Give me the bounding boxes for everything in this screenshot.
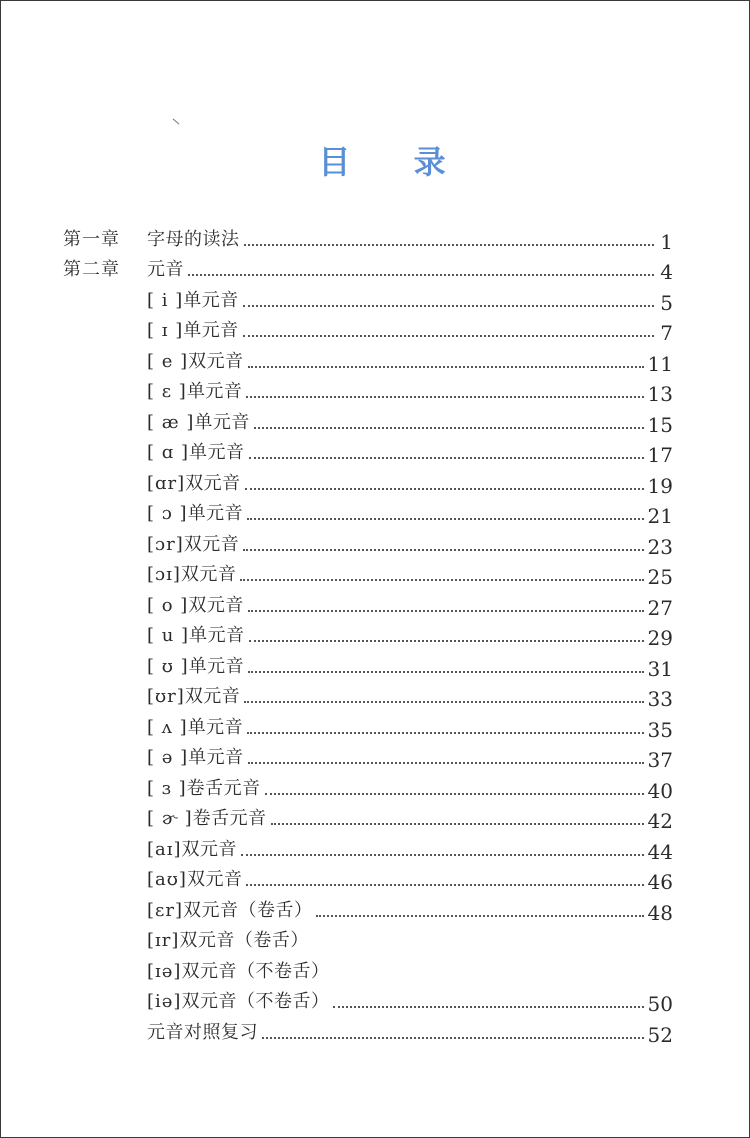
chapter-label: 第二章 [63, 259, 120, 280]
page-number: 27 [647, 595, 673, 620]
entry-label: 双元音 [186, 869, 243, 890]
entry-title [147, 901, 647, 921]
toc-entry[interactable] [1, 651, 749, 682]
entry-label: 单元音 [189, 442, 245, 463]
entry-title [147, 413, 647, 433]
entry-title [147, 596, 647, 616]
entry-title [147, 718, 647, 738]
ipa-symbol: [ ʊ ] [147, 655, 189, 677]
dot-leader [262, 1036, 644, 1039]
page-number: 35 [647, 717, 673, 742]
dot-leader [246, 395, 644, 398]
entry-title [147, 565, 647, 585]
entry-title [147, 657, 647, 677]
dot-leader [248, 761, 644, 764]
ipa-symbol: [ ʌ ] [147, 716, 188, 738]
ipa-symbol: [iə] [147, 991, 182, 1012]
page-number: 19 [647, 473, 673, 498]
entry-title [147, 687, 647, 707]
entry-title [147, 504, 647, 524]
ipa-symbol: [ɛr] [147, 899, 183, 921]
toc-entry[interactable] [1, 834, 749, 865]
ipa-symbol: [ æ ] [147, 411, 195, 433]
entry-label: 双元音 [181, 838, 238, 860]
dot-leader [249, 639, 644, 642]
dot-leader [333, 1005, 644, 1008]
ipa-symbol: [ u ] [147, 625, 190, 646]
entry-label: 单元音 [183, 289, 239, 311]
entry-label: 元音 [147, 259, 184, 280]
entry-title [147, 535, 647, 555]
entry-title [147, 962, 329, 982]
dot-leader [248, 609, 644, 612]
page-number: 23 [647, 534, 673, 559]
ipa-symbol: [ i ] [147, 289, 184, 311]
entry-title [147, 474, 647, 494]
toc-entry[interactable] [1, 773, 749, 804]
dot-leader [249, 456, 644, 459]
page-number: 29 [647, 626, 673, 650]
toc-entry[interactable] [1, 804, 749, 835]
dot-leader [240, 578, 644, 581]
toc-entry[interactable] [1, 316, 749, 347]
dot-leader [247, 731, 644, 734]
table-of-contents [1, 224, 749, 1048]
page-title: 目 录 [318, 143, 472, 181]
scan-mark [173, 119, 180, 125]
page-number: 33 [647, 687, 673, 711]
page-number: 31 [647, 656, 673, 681]
dot-leader [246, 883, 644, 886]
dot-leader [265, 792, 644, 795]
page-number: 42 [647, 809, 673, 833]
dot-leader [248, 365, 644, 368]
entry-label: 单元音 [188, 747, 244, 768]
page-number: 13 [647, 382, 673, 406]
entry-title [147, 626, 647, 646]
entry-title [147, 779, 647, 799]
dot-leader [243, 548, 644, 551]
dot-leader [247, 517, 644, 520]
entry-label: 双元音 [188, 350, 244, 372]
dot-leader [245, 487, 644, 490]
toc-entry[interactable] [1, 560, 749, 591]
ipa-symbol: [ ɑ ] [147, 442, 190, 463]
page-number: 50 [647, 992, 673, 1016]
toc-entry[interactable] [1, 438, 749, 469]
dot-leader [244, 700, 644, 703]
page-number: 46 [647, 870, 673, 894]
toc-entry[interactable] [1, 712, 749, 743]
entry-label: 双元音 [185, 472, 241, 494]
dot-leader [271, 822, 644, 825]
entry-title [147, 352, 647, 372]
dot-leader [243, 304, 654, 307]
dot-leader [316, 914, 644, 917]
entry-label: 单元音 [189, 625, 245, 646]
page-number: 37 [647, 748, 673, 772]
entry-title [147, 443, 647, 463]
page-number: 4 [660, 260, 673, 284]
entry-label: 双元音（卷舌） [179, 930, 309, 951]
ipa-symbol: [ o ] [147, 594, 189, 616]
entry-label: 双元音 [183, 533, 240, 555]
page-number: 52 [647, 1022, 673, 1047]
entry-label: 双元音 [184, 686, 241, 707]
entry-label: 双元音（不卷舌） [181, 991, 330, 1012]
toc-entry[interactable] [1, 499, 749, 530]
entry-title [147, 1023, 647, 1043]
ipa-symbol: [ ɛ ] [147, 381, 187, 402]
entry-label: 双元音（不卷舌） [181, 960, 330, 982]
entry-title [147, 291, 657, 311]
entry-title [147, 748, 647, 768]
page-number: 21 [647, 504, 673, 528]
entry-label: 单元音 [187, 503, 244, 524]
ipa-symbol: [aʊ] [147, 869, 187, 890]
ipa-symbol: [ɪr] [147, 930, 180, 951]
ipa-symbol: [ ɔ ] [147, 503, 188, 524]
toc-entry[interactable] [1, 529, 749, 560]
toc-entry[interactable] [1, 956, 749, 987]
entry-label: 单元音 [186, 381, 243, 402]
ipa-symbol: [ ɪ ] [147, 320, 184, 341]
entry-title [147, 931, 309, 951]
toc-entry[interactable] [1, 224, 749, 255]
page-number: 7 [660, 321, 673, 345]
toc-entry[interactable] [1, 285, 749, 316]
toc-entry[interactable] [1, 987, 749, 1018]
dot-leader [243, 334, 654, 337]
dot-leader [244, 243, 655, 246]
entry-label: 卷舌元音 [192, 808, 267, 829]
entry-title [147, 260, 657, 280]
ipa-symbol: [ ə ] [147, 747, 189, 768]
page-number: 40 [647, 778, 673, 803]
toc-entry[interactable] [1, 743, 749, 774]
ipa-symbol: [aɪ] [147, 838, 182, 860]
toc-entry[interactable] [1, 255, 749, 286]
ipa-symbol: [ e ] [147, 350, 189, 372]
toc-entry[interactable] [1, 590, 749, 621]
toc-entry[interactable] [1, 682, 749, 713]
toc-entry[interactable] [1, 865, 749, 896]
page-number: 44 [647, 839, 673, 864]
entry-label: 卷舌元音 [186, 777, 261, 799]
toc-entry[interactable] [1, 926, 749, 957]
entry-label: 字母的读法 [147, 228, 240, 250]
entry-label: 单元音 [187, 716, 244, 738]
entry-label: 元音对照复习 [147, 1021, 258, 1043]
entry-label: 单元音 [188, 655, 245, 677]
dot-leader [254, 426, 644, 429]
toc-entry[interactable] [1, 407, 749, 438]
page-number: 1 [660, 229, 673, 254]
chapter-label: 第一章 [63, 228, 120, 250]
toc-entry[interactable] [1, 621, 749, 652]
entry-title [147, 321, 657, 341]
ipa-symbol: [ʊr] [147, 686, 185, 707]
entry-title [147, 809, 647, 829]
toc-entry[interactable] [1, 895, 749, 926]
ipa-symbol: [ ɜ ] [147, 777, 187, 799]
dot-leader [241, 853, 644, 856]
ipa-symbol: [ɑr] [147, 472, 186, 494]
page-number: 25 [647, 565, 673, 589]
entry-title [147, 230, 657, 250]
entry-label: 单元音 [194, 411, 250, 433]
page-number: 15 [647, 412, 673, 437]
toc-entry[interactable] [1, 468, 749, 499]
toc-entry[interactable] [1, 377, 749, 408]
dot-leader [188, 273, 654, 276]
toc-entry[interactable] [1, 1017, 749, 1048]
entry-title [147, 870, 647, 890]
dot-leader [248, 670, 644, 673]
ipa-symbol: [ɪə] [147, 960, 182, 982]
ipa-symbol: [ɔr] [147, 533, 184, 555]
entry-label: 双元音 [188, 594, 244, 616]
ipa-symbol: [ɔɪ] [147, 564, 181, 585]
page-number: 48 [647, 900, 673, 925]
toc-entry[interactable] [1, 346, 749, 377]
entry-title [147, 992, 647, 1012]
entry-title [147, 840, 647, 860]
page-number: 5 [660, 290, 673, 315]
page-number: 11 [647, 351, 673, 376]
page-number: 17 [647, 443, 673, 467]
entry-label: 双元音 [180, 564, 237, 585]
entry-label: 双元音（卷舌） [182, 899, 313, 921]
ipa-symbol: [ ɚ ] [147, 808, 193, 829]
entry-label: 单元音 [183, 320, 239, 341]
entry-title [147, 382, 647, 402]
